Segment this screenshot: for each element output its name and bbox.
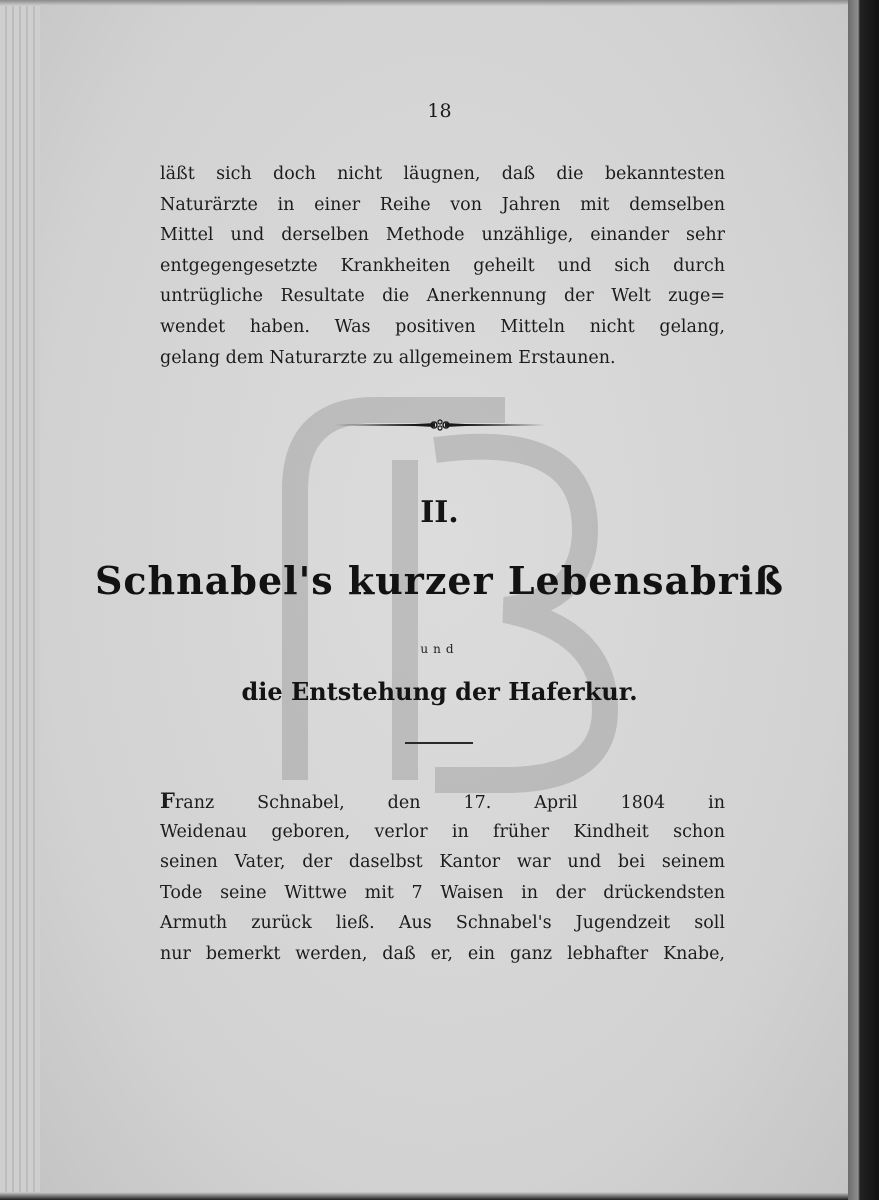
text-line: nur bemerkt werden, daß er, ein ganz lebhafter Knabe, [160,943,725,964]
text-line: untrügliche Resultate die Anerkennung der Welt zuge= [160,286,725,307]
first-line-text: ranz Schnabel, den 17. April 1804 in [174,793,725,813]
text-line: Mittel und derselben Methode unzählige, einander sehr [160,225,725,246]
text-line: Weidenau geboren, verlor in früher Kindheit schon [160,821,725,842]
section-subtitle: die Entstehung der Haferkur. [241,677,638,706]
text-line: Naturärzte in einer Reihe von Jahren mit demselben [160,194,725,215]
text-line: läßt sich doch nicht läugnen, daß die bekanntesten [160,164,725,184]
body-paragraph [160,786,725,970]
text-line [160,786,725,817]
page-top-edge [0,0,848,6]
ornamental-divider [335,418,545,432]
section-number: II. [420,495,459,530]
text-line: seinen Vater, der daselbst Kantor war und bei seinem [160,852,725,873]
text-line: entgegengesetzte Krankheiten geheilt und sich durch [160,255,725,276]
top-paragraph [160,159,725,373]
page-number: 18 [427,100,452,122]
text-line: gelang dem Naturarzte zu allgemeinem Erstaunen. [160,347,616,368]
short-divider [405,742,473,744]
text-line: wendet haben. Was positiven Mitteln nicht gelang, [160,316,725,337]
initial-letter: F [160,788,175,813]
text-line: Tode seine Wittwe mit 7 Waisen in der drückendsten [160,882,725,903]
conjunction: und [420,642,459,656]
section-title: Schnabel's kurzer Lebensabriß [94,558,785,603]
text-line: Armuth zurück ließ. Aus Schnabel's Jugendzeit soll [160,913,725,934]
page-bottom-edge [0,1192,848,1200]
